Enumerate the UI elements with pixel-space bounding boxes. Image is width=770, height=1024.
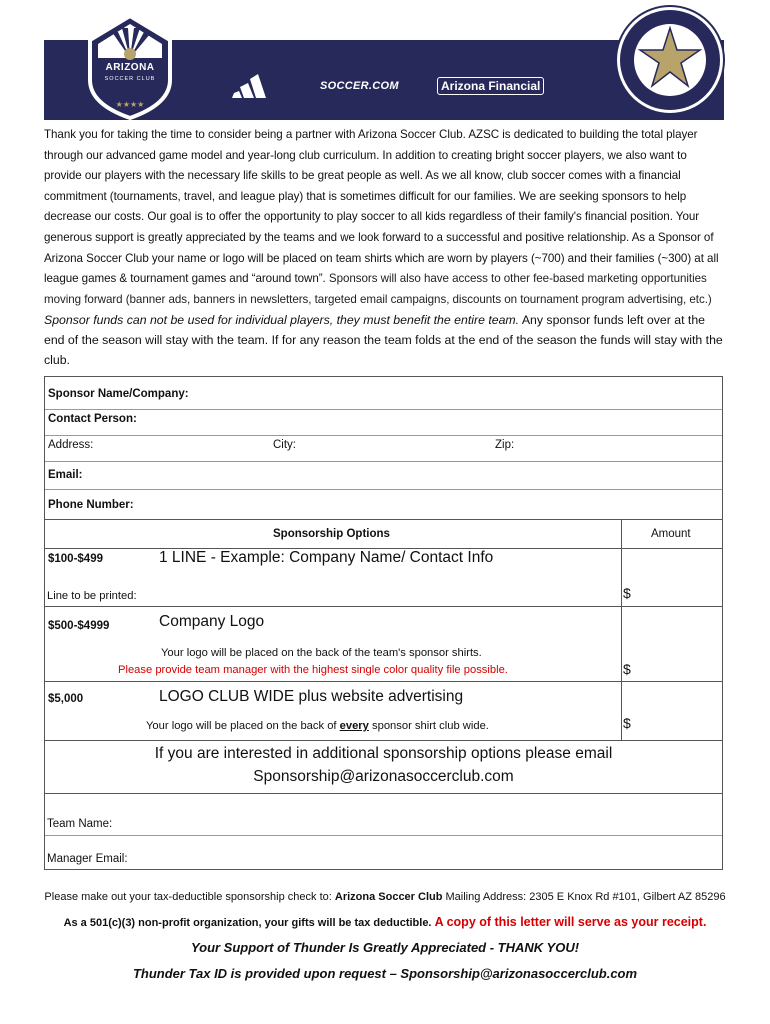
intro-text-marketing: Sponsors will also have access to other fee-based marketing opportunities moving forward (banner ads, banners in newsletters, targeted email campaigns, discounts on tournament program advertising, etc.) xyxy=(44,272,712,306)
crest-name: ARIZONA xyxy=(105,62,155,73)
nonprofit-text: As a 501(c)(3) non-profit organization, your gifts will be tax deductible. xyxy=(63,917,432,929)
adidas-logo-icon xyxy=(230,70,274,100)
manager-email-label[interactable]: Manager Email: xyxy=(47,853,128,865)
thank-you: Your Support of Thunder Is Greatly Appreciated - THANK YOU! xyxy=(190,940,580,955)
funds-notice xyxy=(44,310,724,370)
phone-label: Phone Number: xyxy=(48,499,134,511)
phone-row[interactable] xyxy=(45,489,722,519)
crest-subtitle: SOCCER CLUB xyxy=(104,76,156,82)
tier3-note xyxy=(146,720,489,732)
intro-paragraph xyxy=(44,125,724,310)
address-row[interactable] xyxy=(45,435,722,462)
check-text-a: Please make out your tax-deductible sponsorship check to: xyxy=(44,891,332,903)
sponsor-name-label: Sponsor Name/Company: xyxy=(48,388,189,400)
tier3-note-b: sponsor shirt club wide. xyxy=(372,720,489,732)
check-payee: Arizona Soccer Club xyxy=(334,891,443,903)
tier1-price: $100-$499 xyxy=(48,553,103,565)
tier1-note[interactable]: Line to be printed: xyxy=(47,590,137,602)
mailing-address: Mailing Address: 2305 E Knox Rd #101, Gilbert AZ 85296 xyxy=(445,891,726,903)
tier2-price: $500-$4999 xyxy=(48,620,110,632)
address-label: Address: xyxy=(48,439,94,451)
receipt-note: A copy of this letter will serve as your receipt. xyxy=(434,915,707,929)
sponsor-name-row[interactable] xyxy=(45,377,722,410)
tier2-note-red: Please provide team manager with the highest single color quality file possible. xyxy=(118,664,508,676)
tier2-amount[interactable]: $ xyxy=(623,661,631,677)
zip-label: Zip: xyxy=(495,439,515,451)
tier2-title: Company Logo xyxy=(159,613,265,630)
additional-options-text: If you are interested in additional sponsorship options please email xyxy=(154,745,613,762)
amount-header: Amount xyxy=(651,528,691,540)
funds-notice-text: Any sponsor funds left over at the end of the season will stay with the team. If for any reason the team folds at the end of the season the funds will stay with the club. xyxy=(44,313,723,367)
city-label: City: xyxy=(273,439,296,451)
tier1-title: 1 LINE - Example: Company Name/ Contact Info xyxy=(159,549,494,566)
email-label: Email: xyxy=(48,469,83,481)
tier3-price: $5,000 xyxy=(48,693,84,705)
team-section xyxy=(45,793,722,870)
funds-notice-italic: Sponsor funds can not be used for individual players, they must benefit the entire team. xyxy=(44,313,520,327)
email-row[interactable] xyxy=(45,461,722,490)
contact-person-row[interactable] xyxy=(45,409,722,436)
tier3-note-a: Your logo will be placed on the back of xyxy=(146,720,337,732)
values-seal-icon xyxy=(614,4,726,116)
divider xyxy=(45,740,722,741)
header-banner xyxy=(44,0,724,120)
tier3-note-every: every xyxy=(339,720,369,732)
sponsorship-email-link[interactable]: Sponsorship@arizonasoccerclub.com xyxy=(253,768,514,785)
tier2-note: Your logo will be placed on the back of the team's sponsor shirts. xyxy=(161,647,482,659)
tax-id-note: Thunder Tax ID is provided upon request – Sponsorship@arizonasoccerclub.com xyxy=(132,966,638,981)
divider xyxy=(45,835,722,836)
svg-text:★★★★: ★★★★ xyxy=(115,100,145,109)
tier3-title: LOGO CLUB WIDE plus website advertising xyxy=(159,688,464,705)
options-title: Sponsorship Options xyxy=(273,528,390,540)
additional-options xyxy=(45,742,722,788)
tier3-amount[interactable]: $ xyxy=(623,715,631,731)
divider xyxy=(45,606,722,607)
amount-divider xyxy=(621,519,622,741)
intro-text: Thank you for taking the time to consider being a partner with Arizona Soccer Club. AZSC is dedicated to building the total player through our advanced game model and year-long club curriculum. In addition to creating bright soccer players, we also want to provide our players with the necessary life skills to be great people as well. As we all know, club soccer comes with a financial commitment (tournaments, travel, and league play) that is sometimes difficult for our families. We are seeking sponsors to help decrease our costs. Our goal is to offer the opportunity to play soccer to all kids regardless of their family's financial position. Your generous support is greatly appreciated by the teams and we look forward to a successful and positive relationship. As a Sponsor of Arizona Soccer Club your name or logo will be placed on team shirts which are worn by players (~700) and their families (~300) at all league games & tournament games and “around town”. xyxy=(44,128,719,286)
contact-person-label: Contact Person: xyxy=(48,413,137,425)
tier1-amount[interactable]: $ xyxy=(623,585,631,601)
arizona-financial-logo: Arizona Financial xyxy=(437,77,544,95)
divider xyxy=(45,681,722,682)
nonprofit-note xyxy=(0,915,770,929)
team-name-label[interactable]: Team Name: xyxy=(47,818,113,830)
soccer-com-logo: SOCCER.COM xyxy=(320,80,399,92)
sponsor-form xyxy=(44,376,723,870)
check-instructions xyxy=(0,891,770,903)
